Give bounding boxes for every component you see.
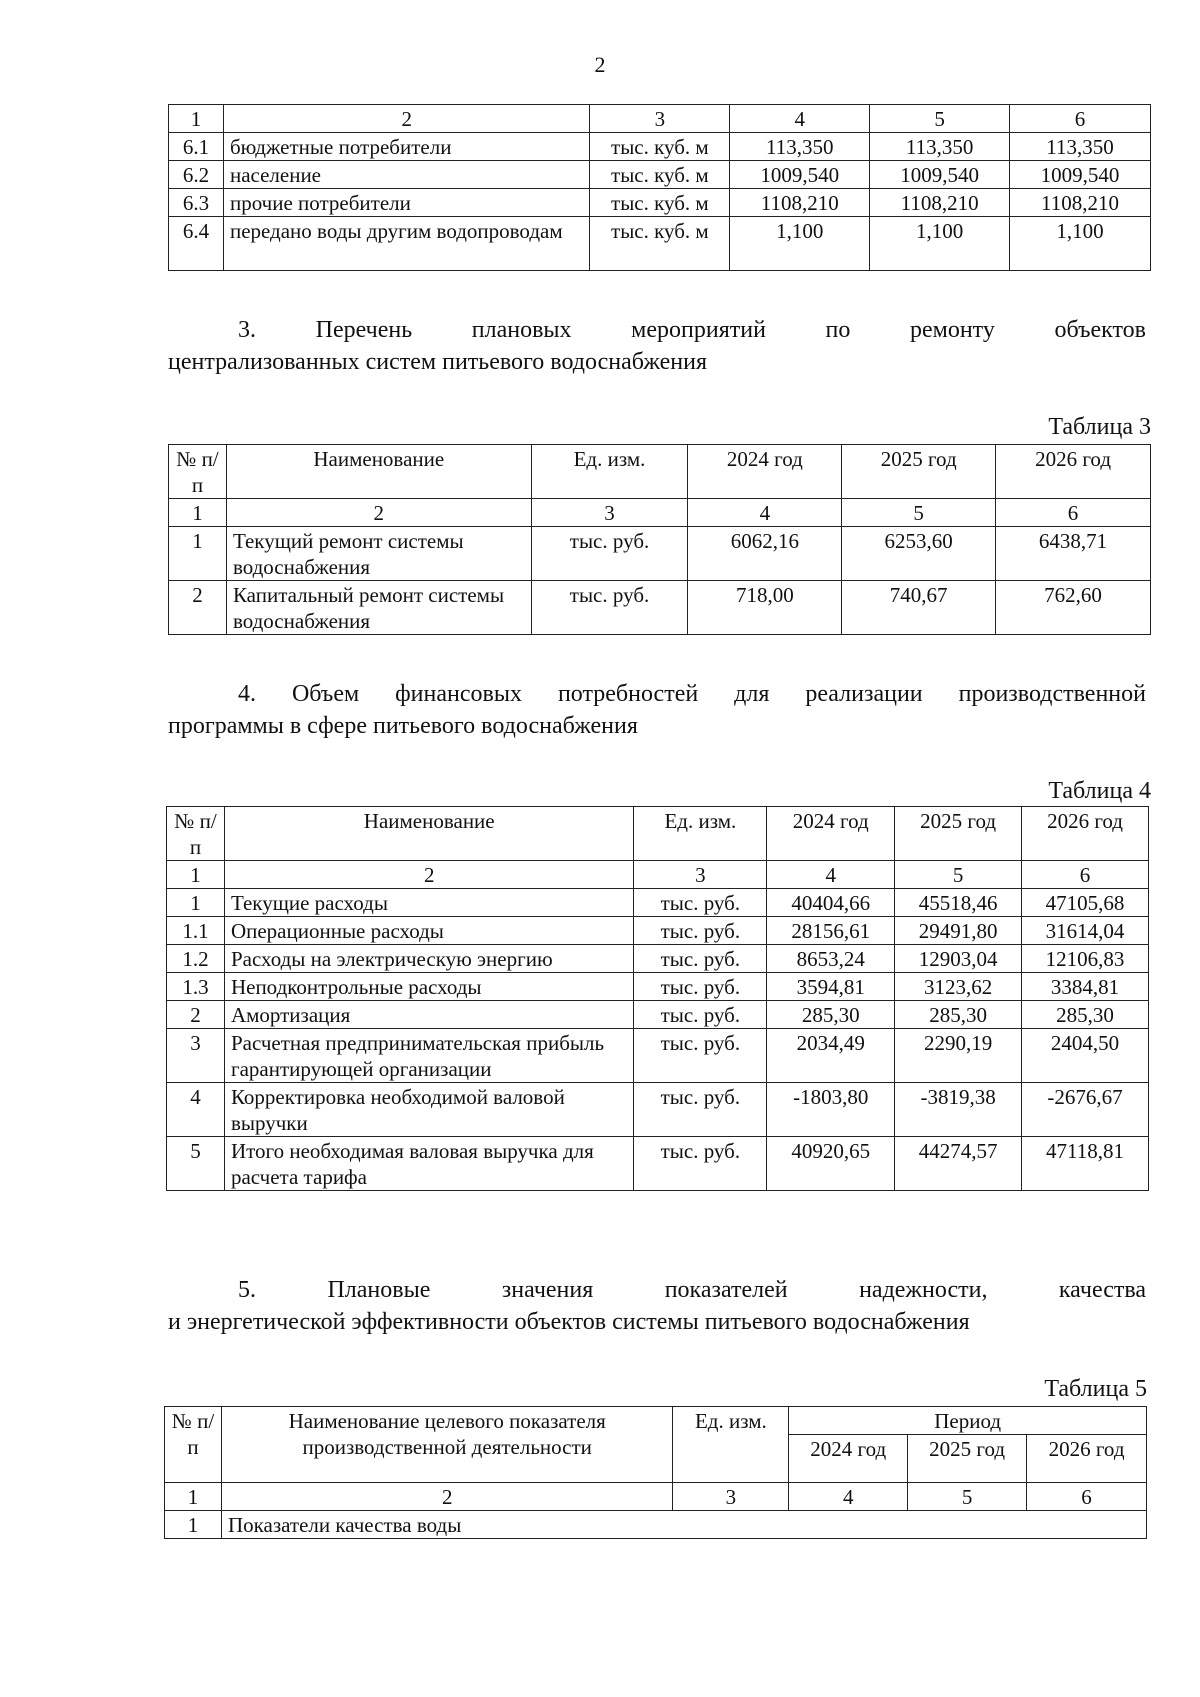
row-number: 1.1 [167,917,225,945]
row-name: население [223,161,590,189]
row-number: 6.3 [169,189,224,217]
column-number: 4 [767,861,895,889]
row-unit: тыс. руб. [634,917,767,945]
row-value-2025: 285,30 [895,1001,1022,1029]
column-number: 2 [224,861,634,889]
column-number: 6 [996,499,1151,527]
row-value-2026: 113,350 [1010,133,1151,161]
row-number: 1 [165,1511,222,1539]
row-unit: тыс. куб. м [590,133,730,161]
row-unit: тыс. руб. [634,889,767,917]
row-name: Итого необходимая валовая выручка для расчета тарифа [224,1137,634,1191]
row-value-2026: 2404,50 [1022,1029,1149,1083]
row-value-2026: 31614,04 [1022,917,1149,945]
head-cell-2024: 2024 год [767,807,895,861]
row-value-2024: 718,00 [688,581,842,635]
row-value-2025: 1108,210 [870,189,1010,217]
row-value-2024: 1,100 [730,217,870,271]
head-cell-2025: 2025 год [895,807,1022,861]
column-number: 1 [169,499,227,527]
row-value-2026: 762,60 [996,581,1151,635]
row-name: Расчетная предпринимательская прибыль гарантирующей организации [224,1029,634,1083]
table-3-number-row [169,499,1151,527]
row-value-2025: 740,67 [842,581,996,635]
head-cell-2026: 2026 год [1027,1435,1147,1483]
section-4-heading-line2: программы в сфере питьевого водоснабжения [168,713,638,739]
row-unit: тыс. руб. [634,1083,767,1137]
row-name: Расходы на электрическую энергию [224,945,634,973]
row-value-2025: 2290,19 [895,1029,1022,1083]
header-cell: 5 [870,105,1010,133]
row-number: 5 [167,1137,225,1191]
header-cell: 3 [590,105,730,133]
row-value-2025: -3819,38 [895,1083,1022,1137]
table-row [169,161,1151,189]
row-unit: тыс. руб. [634,1001,767,1029]
row-number: 1.2 [167,945,225,973]
row-number: 1.3 [167,973,225,1001]
row-number: 6.1 [169,133,224,161]
row-unit: тыс. руб. [634,1029,767,1083]
row-unit: тыс. руб. [634,973,767,1001]
row-value-2024: 285,30 [767,1001,895,1029]
column-number: 1 [165,1483,222,1511]
row-value-2024: 28156,61 [767,917,895,945]
column-number: 3 [531,499,688,527]
head-cell-unit: Ед. изм. [531,445,688,499]
row-value-2024: -1803,80 [767,1083,895,1137]
table-4-number-row [167,861,1149,889]
table-row [169,217,1151,271]
row-number: 1 [169,527,227,581]
row-value-2024: 1108,210 [730,189,870,217]
row-value-2026: 47105,68 [1022,889,1149,917]
row-value-2025: 1009,540 [870,161,1010,189]
head-cell-name: Наименование [224,807,634,861]
section-3-heading-line1: 3. Перечень плановых мероприятий по ремонту объектов [238,317,1146,343]
row-name: передано воды другим водопроводам [223,217,590,271]
row-unit: тыс. руб. [531,581,688,635]
row-name: Текущие расходы [224,889,634,917]
table-3-head-row [169,445,1151,499]
table-5-number-row [165,1483,1147,1511]
row-value-2024: 8653,24 [767,945,895,973]
column-number: 4 [688,499,842,527]
row-value-2026: 6438,71 [996,527,1151,581]
table-3 [168,444,1151,635]
row-value-2025: 44274,57 [895,1137,1022,1191]
row-value-2024: 1009,540 [730,161,870,189]
column-number: 2 [226,499,531,527]
row-name: Показатели качества воды [221,1511,1146,1539]
table-3-caption: Таблица 3 [1048,414,1151,440]
row-unit: тыс. руб. [634,1137,767,1191]
section-4-heading [168,678,1146,742]
row-unit: тыс. руб. [531,527,688,581]
row-value-2024: 6062,16 [688,527,842,581]
table-row [169,527,1151,581]
table-row [167,917,1149,945]
row-value-2025: 1,100 [870,217,1010,271]
table-4 [166,806,1149,1191]
row-name: Амортизация [224,1001,634,1029]
row-value-2025: 6253,60 [842,527,996,581]
section-5-heading-line2: и энергетической эффективности объектов системы питьевого водоснабжения [168,1309,970,1335]
row-number: 2 [167,1001,225,1029]
table-row [165,1511,1147,1539]
column-number: 4 [789,1483,908,1511]
table-4-head-row [167,807,1149,861]
column-number: 6 [1027,1483,1147,1511]
section-5-heading-line1: 5. Плановые значения показателей надежности, качества [238,1277,1146,1303]
head-cell-2024: 2024 год [688,445,842,499]
row-number: 1 [167,889,225,917]
row-name: бюджетные потребители [223,133,590,161]
head-cell-2026: 2026 год [996,445,1151,499]
row-value-2026: 1009,540 [1010,161,1151,189]
table-5 [164,1406,1147,1539]
header-cell: 4 [730,105,870,133]
header-cell: 6 [1010,105,1151,133]
row-name: Неподконтрольные расходы [224,973,634,1001]
row-value-2025: 29491,80 [895,917,1022,945]
column-number: 6 [1022,861,1149,889]
column-number: 5 [895,861,1022,889]
section-5-heading [168,1274,1146,1338]
row-value-2026: -2676,67 [1022,1083,1149,1137]
row-value-2024: 40404,66 [767,889,895,917]
table-row [167,945,1149,973]
head-cell-2025: 2025 год [842,445,996,499]
column-number: 3 [634,861,767,889]
row-number: 6.4 [169,217,224,271]
table-top [168,104,1151,271]
table-row [167,889,1149,917]
row-value-2026: 1,100 [1010,217,1151,271]
row-name: прочие потребители [223,189,590,217]
row-value-2025: 113,350 [870,133,1010,161]
row-value-2025: 45518,46 [895,889,1022,917]
row-value-2024: 2034,49 [767,1029,895,1083]
row-name: Корректировка необходимой валовой выручки [224,1083,634,1137]
column-number: 2 [221,1483,673,1511]
row-unit: тыс. куб. м [590,161,730,189]
head-cell-2026: 2026 год [1022,807,1149,861]
table-4-caption: Таблица 4 [1048,778,1151,804]
table-row [167,1137,1149,1191]
page-number: 2 [594,52,606,77]
column-number: 3 [673,1483,789,1511]
section-4-heading-line1: 4. Объем финансовых потребностей для реализации производственной [238,681,1146,707]
head-cell-2024: 2024 год [789,1435,908,1483]
table-row [167,1083,1149,1137]
row-value-2026: 3384,81 [1022,973,1149,1001]
head-cell-number: № п/п [167,807,225,861]
table-top-header-row [169,105,1151,133]
row-number: 6.2 [169,161,224,189]
row-value-2026: 47118,81 [1022,1137,1149,1191]
row-name: Операционные расходы [224,917,634,945]
row-unit: тыс. куб. м [590,217,730,271]
row-value-2026: 1108,210 [1010,189,1151,217]
table-row [167,1029,1149,1083]
row-value-2024: 113,350 [730,133,870,161]
row-name: Капитальный ремонт системы водоснабжения [226,581,531,635]
head-cell-name: Наименование [226,445,531,499]
table-row [169,189,1151,217]
row-value-2024: 40920,65 [767,1137,895,1191]
head-cell-number: № п/п [165,1407,222,1483]
table-5-caption: Таблица 5 [1044,1376,1147,1402]
column-number: 5 [908,1483,1027,1511]
column-number: 1 [167,861,225,889]
row-number: 2 [169,581,227,635]
table-row [169,581,1151,635]
row-value-2025: 12903,04 [895,945,1022,973]
row-value-2026: 285,30 [1022,1001,1149,1029]
table-row [167,973,1149,1001]
head-cell-unit: Ед. изм. [634,807,767,861]
column-number: 5 [842,499,996,527]
section-3-heading [168,314,1146,378]
section-3-heading-line2: централизованных систем питьевого водоснабжения [168,349,707,375]
row-name: Текущий ремонт системы водоснабжения [226,527,531,581]
row-number: 4 [167,1083,225,1137]
row-value-2024: 3594,81 [767,973,895,1001]
header-cell: 2 [223,105,590,133]
table-5-head-row [165,1407,1147,1435]
head-cell-name: Наименование целевого показателя производственной деятельности [221,1407,673,1483]
head-cell-unit: Ед. изм. [673,1407,789,1483]
row-unit: тыс. руб. [634,945,767,973]
row-value-2025: 3123,62 [895,973,1022,1001]
table-row [167,1001,1149,1029]
head-cell-2025: 2025 год [908,1435,1027,1483]
row-number: 3 [167,1029,225,1083]
head-cell-period: Период [789,1407,1147,1435]
head-cell-number: № п/п [169,445,227,499]
row-value-2026: 12106,83 [1022,945,1149,973]
header-cell: 1 [169,105,224,133]
row-unit: тыс. куб. м [590,189,730,217]
table-row [169,133,1151,161]
